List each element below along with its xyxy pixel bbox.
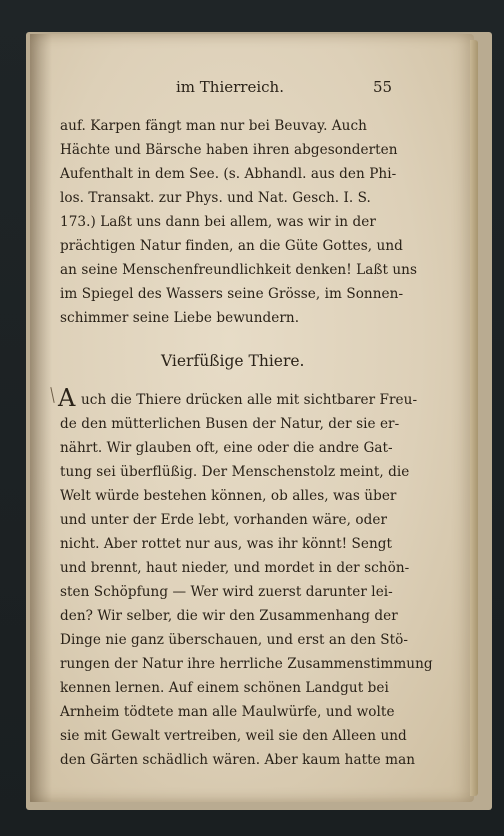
text-line: prächtigen Natur finden, an die Güte Gottes, und (60, 238, 403, 254)
text-line: schimmer seine Liebe bewundern. (60, 310, 300, 326)
text-line: kennen lernen. Auf einem schönen Landgut bei (60, 680, 389, 696)
text-line: tung sei überflüßig. Der Menschenstolz meint, die (60, 464, 410, 480)
text-line: Hächte und Bärsche haben ihren abgesonderten (60, 142, 398, 158)
text-line: und brennt, haut nieder, und mordet in der schön- (60, 560, 410, 576)
section-heading: Vierfüßige Thiere. (161, 352, 305, 370)
dropcap-letter: A (58, 384, 76, 412)
text-line: an seine Menschenfreundlichkeit denken! Laßt uns (60, 262, 417, 278)
running-header-title: im Thierreich. (176, 78, 284, 96)
page-edge (470, 40, 478, 796)
text-line: sten Schöpfung — Wer wird zuerst darunter lei- (60, 584, 393, 600)
text-line: nicht. Aber rottet nur aus, was ihr könnt! Sengt (60, 536, 393, 552)
text-line: auf. Karpen fängt man nur bei Beuvay. Auch (60, 118, 367, 134)
text-line: den Gärten schädlich wären. Aber kaum hatte man (60, 752, 416, 768)
text-line: Dinge nie ganz überschauen, und erst an den Stö- (60, 632, 409, 648)
spine-shadow (30, 34, 52, 802)
text-line: Aufenthalt in dem See. (s. Abhandl. aus den Phi- (60, 166, 397, 182)
text-line: sie mit Gewalt vertreiben, weil sie den Alleen und (60, 728, 407, 744)
text-line: im Spiegel des Wassers seine Grösse, im Sonnen- (60, 286, 404, 302)
text-line: nährt. Wir glauben oft, eine oder die andre Gat- (60, 440, 393, 456)
text-line: 173.) Laßt uns dann bei allem, was wir in der (60, 214, 376, 230)
page-number: 55 (373, 78, 393, 96)
text-line: und unter der Erde lebt, vorhanden wäre, oder (60, 512, 388, 528)
text-line: rungen der Natur ihre herrliche Zusammenstimmung (60, 656, 433, 672)
text-line: Arnheim tödtete man alle Maulwürfe, und wolte (60, 704, 395, 720)
text-line: uch die Thiere drücken alle mit sichtbarer Freu- (81, 392, 418, 408)
text-line: de den mütterlichen Busen der Natur, der sie er- (60, 416, 400, 432)
text-line: los. Transakt. zur Phys. und Nat. Gesch. I. S. (60, 190, 371, 206)
text-line: den? Wir selber, die wir den Zusammenhang der (60, 608, 398, 624)
text-line: Welt würde bestehen können, ob alles, was über (60, 488, 397, 504)
